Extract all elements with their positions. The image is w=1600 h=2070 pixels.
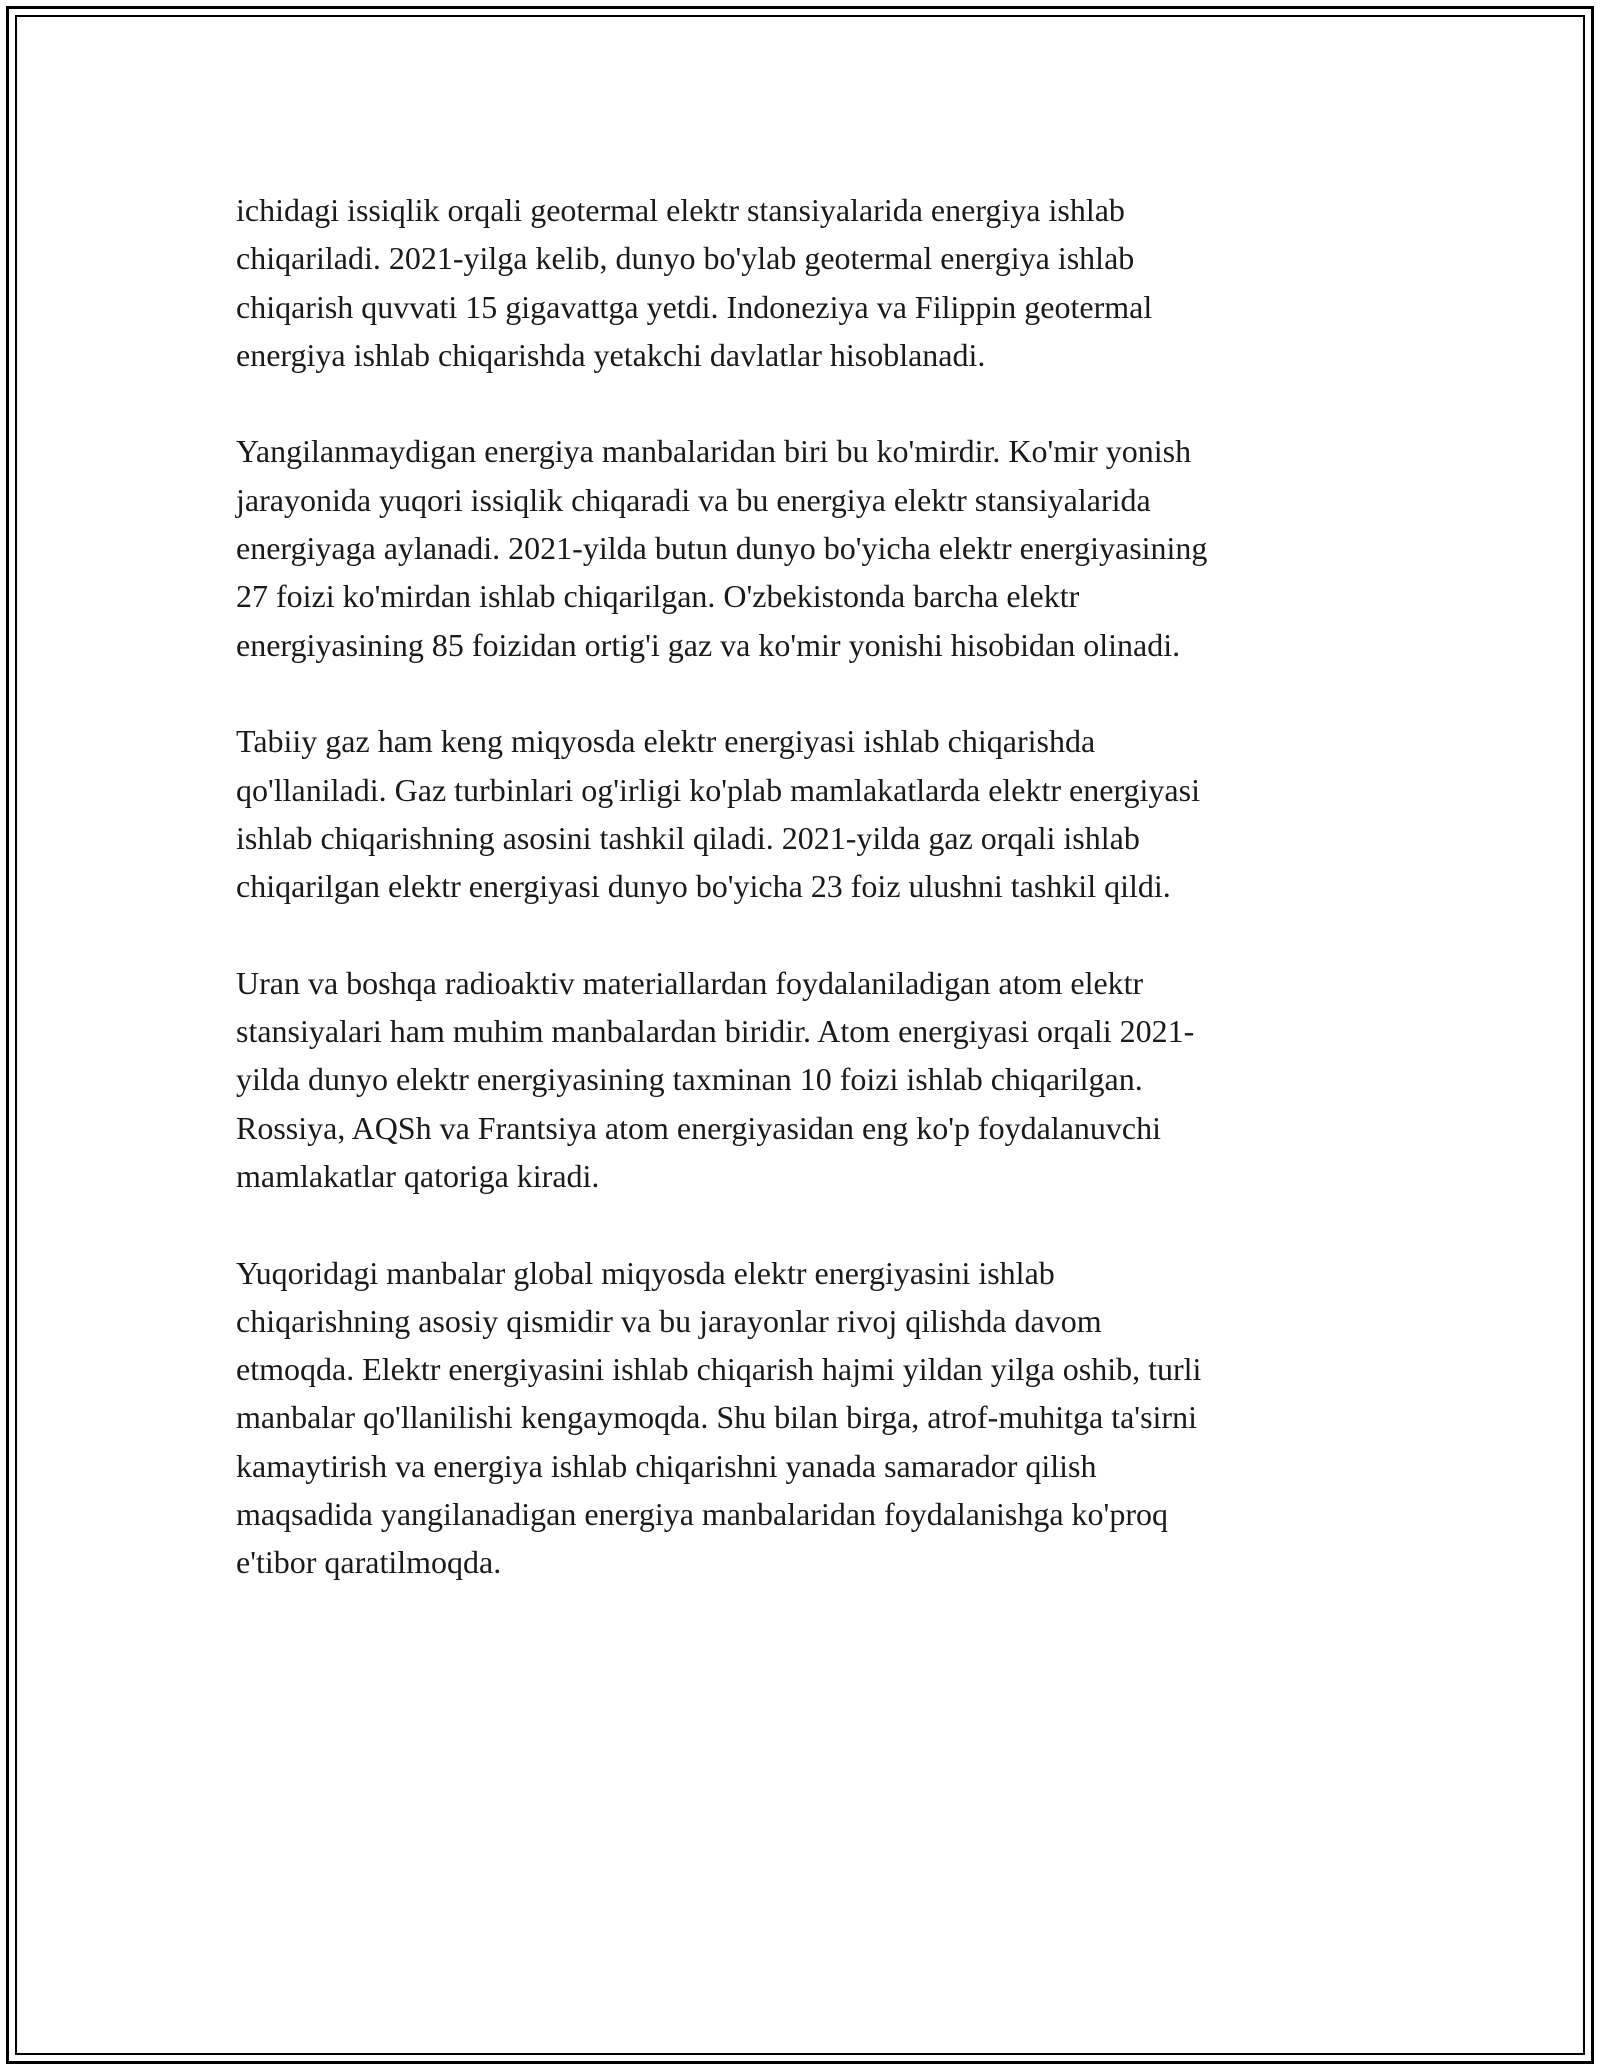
paragraph-coal: Yangilanmaydigan energiya manbalaridan biri bu ko'mirdir. Ko'mir yonish jarayonida yuqori issiqlik chiqaradi va bu energiya elektr stansiyalarida energiyaga aylanadi. 2021-yilda butun dunyo bo'yicha elektr energiyasining 27 foizi ko'mirdan ishlab chiqarilgan. O'zbekistonda barcha elektr energiyasining 85 foizidan ortig'i gaz va ko'mir yonishi hisobidan olinadi. [236,433,1208,663]
paragraph-conclusion: Yuqoridagi manbalar global miqyosda elektr energiyasini ishlab chiqarishning asosiy qismidir va bu jarayonlar rivoj qilishda davom etmoqda. Elektr energiyasini ishlab chiqarish hajmi yildan yilga oshib, turli manbalar qo'llanilishi kengaymoqda. Shu bilan birga, atrof-muhitga ta'sirni kamaytirish va energiya ishlab chiqarishni yanada samarador qilish maqsadida yangilanadigan energiya manbalaridan foydalanishga ko'proq e'tibor qaratilmoqda. [236,1254,1202,1581]
paragraph-natural-gas: Tabiiy gaz ham keng miqyosda elektr energiyasi ishlab chiqarishda qo'llaniladi. Gaz turbinlari og'irligi ko'plab mamlakatlarda elektr energiyasi ishlab chiqarishning asosini tashkil qiladi. 2021-yilda gaz orqali ishlab chiqarilgan elektr energiyasi dunyo bo'yicha 23 foiz ulushni tashkil qildi. [236,723,1200,905]
paragraph-geothermal: ichidagi issiqlik orqali geotermal elektr stansiyalarida energiya ishlab chiqariladi. 2021-yilga kelib, dunyo bo'ylab geotermal energiya ishlab chiqarish quvvati 15 gigavattga yetdi. Indoneziya va Filippin geotermal energiya ishlab chiqarishda yetakchi davlatlar hisoblanadi. [236,192,1153,373]
paragraph-nuclear: Uran va boshqa radioaktiv materiallardan foydalaniladigan atom elektr stansiyalari ham muhim manbalardan biridir. Atom energiyasi orqali 2021- yilda dunyo elektr energiyasining taxminan 10 foizi ishlab chiqarilgan. Rossiya, AQSh va Frantsiya atom energiyasidan eng ko'p foydalanuvchi mamlakatlar qatoriga kiradi. [236,964,1195,1194]
document-body [236,186,1356,1635]
